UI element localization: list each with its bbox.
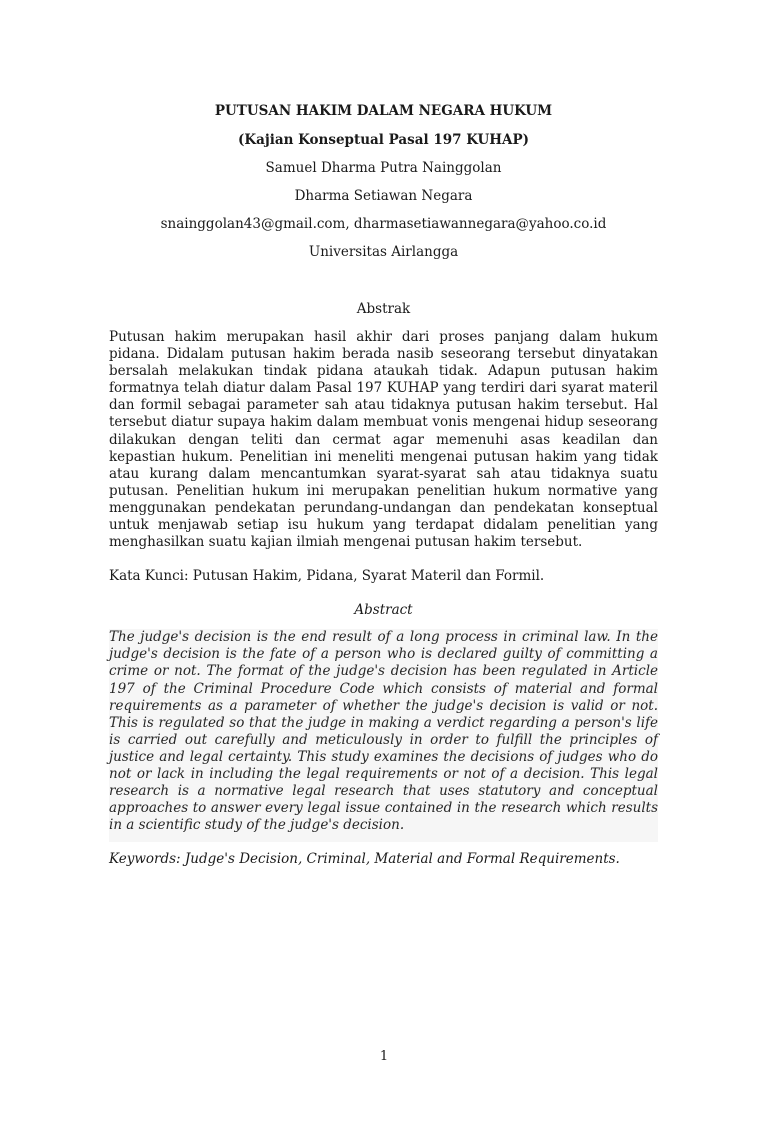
kata-kunci: Kata Kunci: Putusan Hakim, Pidana, Syarat Materil dan Formil. — [109, 568, 545, 585]
abstract-body: The judge's decision is the end result of a long process in criminal law. In the judge's decision is the fate of a person who is declared guilty of committing a crime or not. The format of the judge's decision has been regulated in Article 197 of the Criminal Procedure Code which consists of material and formal requirements as a parameter of whether the judge's decision is valid or not. This is regulated so that the judge in making a verdict regarding a person's life is carried out carefully and meticulously in order to fulfill the principles of justice and legal certainty. This study examines the decisions of judges who do not or lack in including the legal requirements or not of a decision. This legal research is a normative legal research that uses statutory and conceptual approaches to answer every legal issue contained in the research which results in a scientific study of the judge's decision. — [109, 629, 658, 842]
keywords: Keywords: Judge's Decision, Criminal, Material and Formal Requirements. — [109, 851, 620, 868]
document-page — [0, 102, 768, 1126]
abstract-heading: Abstract — [354, 602, 413, 619]
abstrak-body: Putusan hakim merupakan hasil akhir dari proses panjang dalam hukum pidana. Didalam putusan hakim berada nasib seseorang tersebut dinyatakan bersalah melakukan tindak pidana ataukah tidak. Adapun putusan hakim formatnya telah diatur dalam Pasal 197 KUHAP yang terdiri dari syarat materil dan formil sebagai parameter sah atau tidaknya putusan hakim tersebut. Hal tersebut diatur supaya hakim dalam membuat vonis mengenai hidup seseorang dilakukan dengan teliti dan cermat agar memenuhi asas keadilan dan kepastian hukum. Penelitian ini meneliti mengenai putusan hakim yang tidak atau kurang dalam mencantumkan syarat-syarat sah atau tidaknya suatu putusan. Penelitian hukum ini merupakan penelitian hukum normative yang menggunakan pendekatan perundang-undangan dan pendekatan konseptual untuk menjawab setiap isu hukum yang terdapat didalam penelitian yang menghasilkan suatu kajian ilmiah mengenai putusan hakim tersebut. — [109, 329, 658, 551]
author-emails: snainggolan43@gmail.com, dharmasetiawannegara@yahoo.co.id — [160, 216, 607, 232]
paper-title: PUTUSAN HAKIM DALAM NEGARA HUKUM — [214, 103, 553, 119]
author-name-2: Dharma Setiawan Negara — [294, 188, 473, 204]
abstrak-heading: Abstrak — [356, 301, 411, 317]
page-number: 1 — [379, 1049, 389, 1064]
author-name-1: Samuel Dharma Putra Nainggolan — [265, 160, 502, 176]
affiliation: Universitas Airlangga — [308, 244, 459, 260]
paper-subtitle: (Kajian Konseptual Pasal 197 KUHAP) — [237, 132, 530, 148]
